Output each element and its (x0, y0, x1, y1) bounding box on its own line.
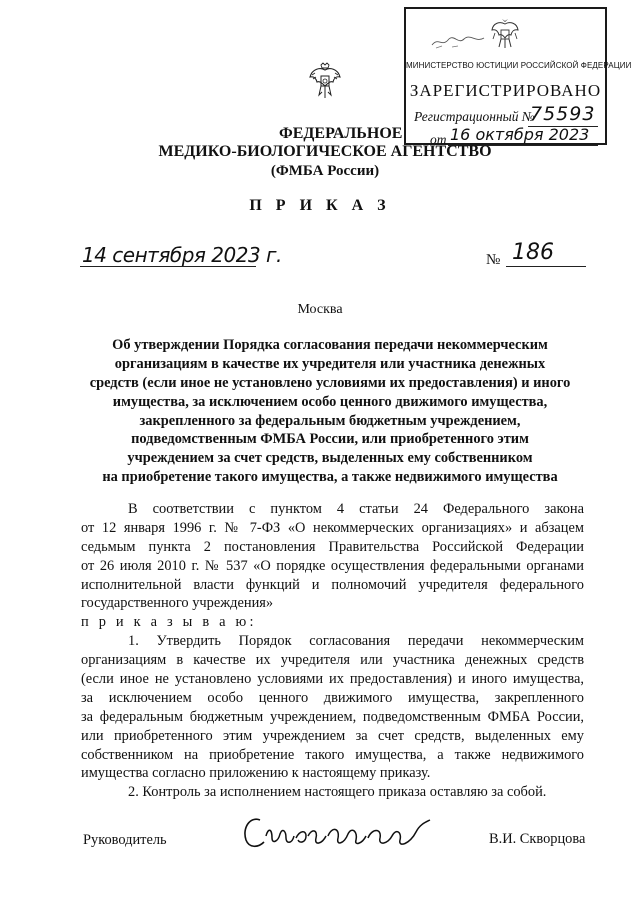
stamp-reg-number-label: Регистрационный № (414, 109, 535, 124)
signer-role: Руководитель (83, 832, 167, 848)
stamp-date: 16 октября 2023 (450, 125, 590, 144)
item-1-line: (если иное не установлено условиями их предоставления) и иного имущества, (81, 671, 584, 688)
signer-name: В.И. Скворцова (489, 831, 586, 847)
document-type: П Р И К А З (249, 197, 391, 214)
preamble-line: государственного учреждения» (81, 595, 274, 612)
item-1-line: за исключением особо ценного движимого имущества, закрепленного (81, 689, 584, 706)
order-date: 14 сентября 2023 г. (82, 243, 282, 267)
order-date-underline (80, 266, 256, 267)
stamp-status: ЗАРЕГИСТРИРОВАНО (409, 81, 602, 100)
stamp-date-label: от (430, 132, 447, 147)
title-line: учреждением за счет средств, выделенных ему собственником (127, 450, 533, 467)
order-number-label: № (486, 252, 501, 268)
stamp-eagle-emblem-icon (490, 17, 520, 51)
preamble-line: исполнительной власти функций и полномочий учредителя федерального (81, 576, 584, 593)
preamble-line: седьмым пункта 2 постановления Правительства Российской Федерации (81, 538, 584, 555)
handwritten-signature (238, 806, 434, 862)
title-line: организациям в качестве их учредителя или участника денежных (114, 355, 546, 372)
preamble-line: от 26 июля 2010 г. № 537 «О порядке осуществления федеральными органами (81, 557, 584, 574)
item-2: 2. Контроль за исполнением настоящего приказа оставляю за собой. (128, 784, 547, 801)
preamble-line: В соответствии с пунктом 4 статьи 24 Федерального закона (128, 501, 584, 517)
order-body (81, 500, 584, 802)
agency-name-line-2: МЕДИКО-БИОЛОГИЧЕСКОЕ АГЕНТСТВО (158, 143, 492, 160)
item-1-line: за федеральным бюджетным учреждением, подведомственным ФМБА России, (81, 708, 584, 725)
order-word: п р и к а з ы в а ю: (81, 614, 257, 631)
item-1-line: имущества согласно приложению к настоящему приказу. (81, 765, 431, 782)
title-line: имущества, за исключением особо ценного движимого имущества, (112, 393, 548, 410)
order-number-underline (506, 266, 586, 267)
item-1-line: 1. Утвердить Порядок согласования передачи некоммерческим (128, 633, 584, 650)
title-line: Об утверждении Порядка согласования передачи некоммерческим (112, 337, 548, 353)
stamp-reg-number: 75593 (530, 103, 596, 125)
registration-stamp (404, 7, 632, 147)
stamp-ministry-name: МИНИСТЕРСТВО ЮСТИЦИИ РОССИЙСКОЙ ФЕДЕРАЦИИ (406, 61, 632, 70)
title-line: на приобретение такого имущества, а также недвижимого имущества (102, 469, 558, 486)
preamble-line: от 12 января 1996 г. № 7-ФЗ «О некоммерческих организациях» и абзацем (81, 519, 584, 536)
city: Москва (297, 302, 343, 317)
agency-abbreviation: (ФМБА России) (270, 163, 380, 179)
title-line: закрепленного за федеральным бюджетным учреждением, (139, 412, 521, 429)
item-1-line: или приобретенного этим учреждением за счет средств, выделенных ему (81, 727, 584, 744)
agency-name-line-1: ФЕДЕРАЛЬНОЕ (279, 125, 403, 142)
item-1-line: организациям в качестве их учредителя или участника денежных средств (81, 652, 584, 669)
stamp-scribble-mark (428, 31, 488, 51)
item-1-line: собственником на приобретение такого имущества, а также недвижимого (81, 746, 584, 763)
order-title (80, 337, 580, 488)
order-number: 186 (512, 240, 554, 265)
title-line: подведомственным ФМБА России, или приобретенного этим (131, 431, 529, 448)
coat-of-arms-icon (309, 62, 341, 100)
title-line: средств (если иное не установлено условиями их предоставления) и иного (89, 374, 571, 391)
